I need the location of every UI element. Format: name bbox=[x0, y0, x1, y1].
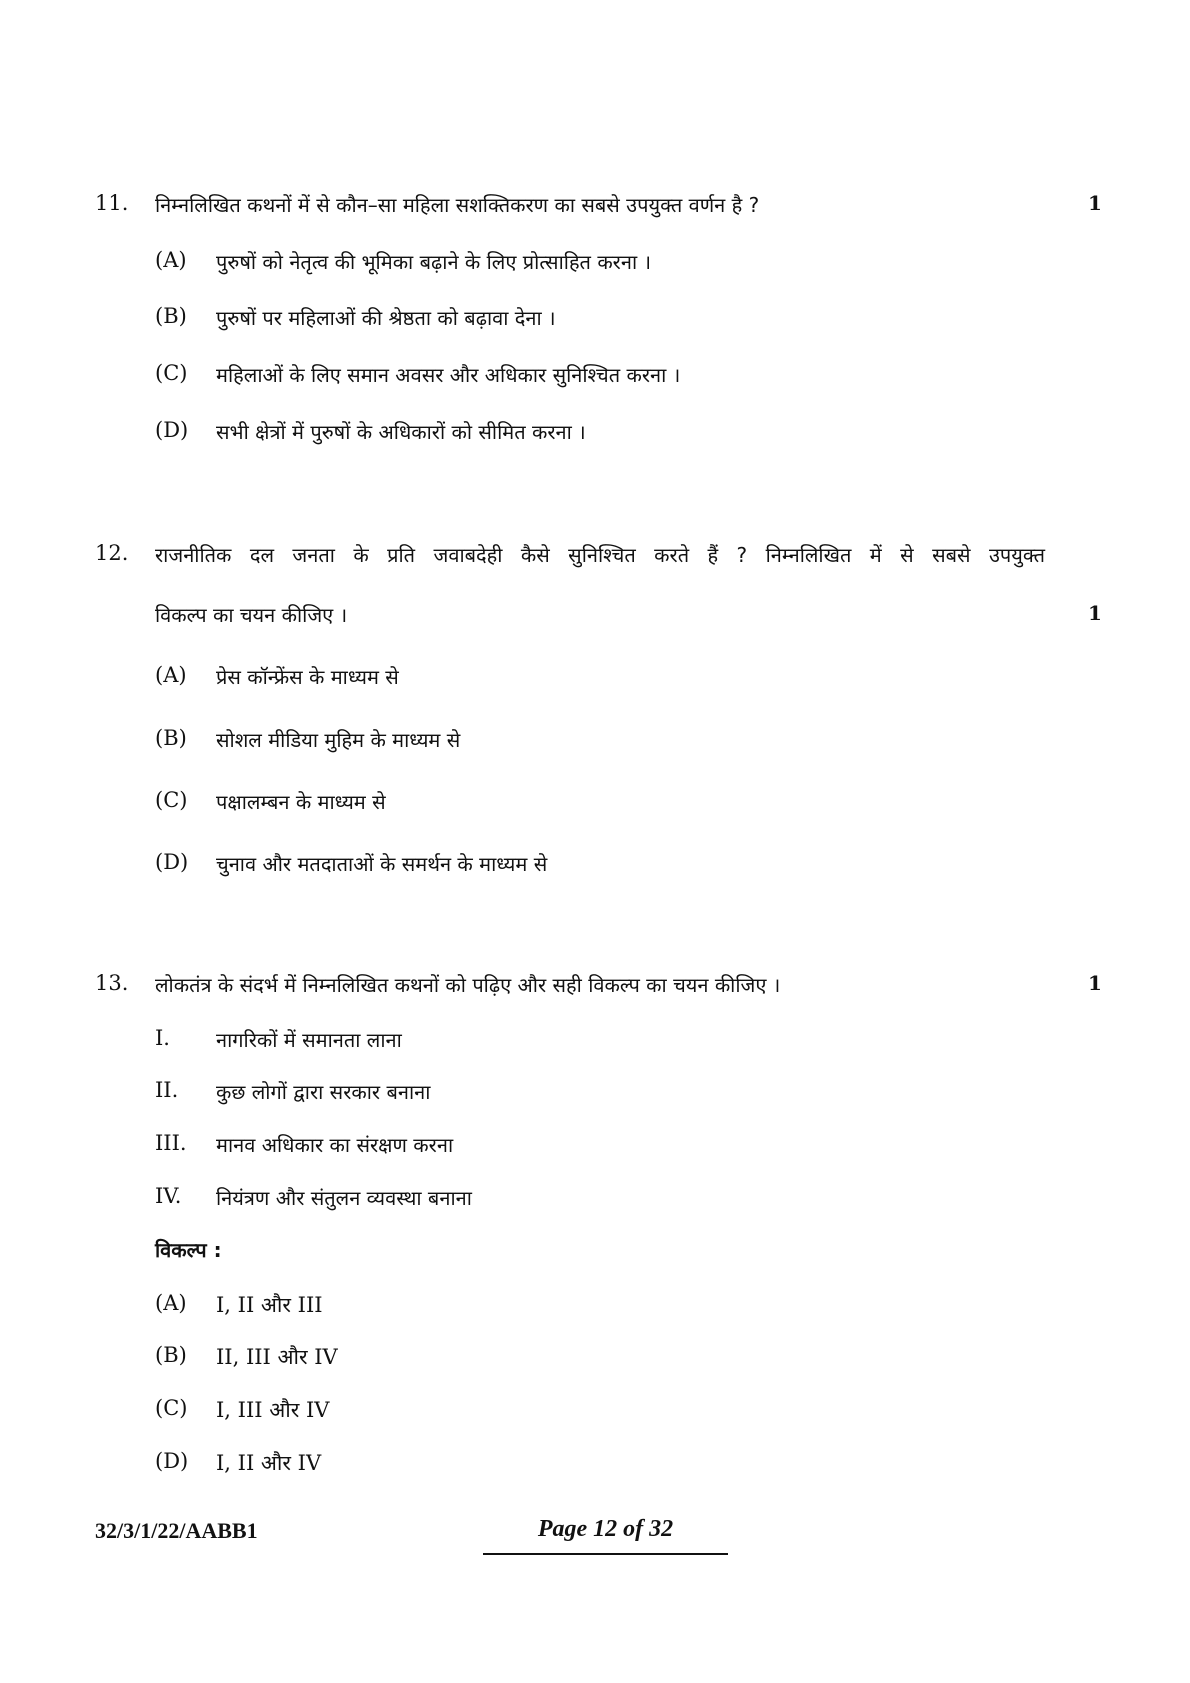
paper-code: 32/3/1/22/AABB1 bbox=[95, 1518, 258, 1543]
option-text: चुनाव और मतदाताओं के समर्थन के माध्यम से bbox=[216, 852, 548, 876]
option-label: (D) bbox=[155, 850, 189, 874]
option-label: (C) bbox=[155, 361, 188, 385]
question-number: 12. bbox=[95, 541, 129, 565]
option-text: महिलाओं के लिए समान अवसर और अधिकार सुनिश्चित करना । bbox=[216, 363, 681, 387]
question-text-line2: विकल्प का चयन कीजिए । bbox=[155, 603, 348, 627]
option-text: I, II और IV bbox=[216, 1451, 322, 1475]
statement-label: III. bbox=[155, 1131, 187, 1155]
statement-label: II. bbox=[155, 1078, 179, 1102]
option-label: (D) bbox=[155, 418, 189, 442]
option-text: पक्षालम्बन के माध्यम से bbox=[216, 790, 386, 814]
question-text: लोकतंत्र के संदर्भ में निम्नलिखित कथनों को पढ़िए और सही विकल्प का चयन कीजिए । bbox=[155, 973, 781, 997]
statement-text: नियंत्रण और संतुलन व्यवस्था बनाना bbox=[216, 1186, 472, 1210]
page-number: Page 12 of 32 bbox=[537, 1516, 674, 1542]
option-text: I, II और III bbox=[216, 1293, 323, 1317]
page-number-underline bbox=[483, 1553, 728, 1555]
statement-label: I. bbox=[155, 1026, 170, 1050]
question-marks: 1 bbox=[1088, 191, 1102, 215]
statement-text: कुछ लोगों द्वारा सरकार बनाना bbox=[216, 1080, 431, 1104]
options-heading: विकल्प : bbox=[155, 1238, 222, 1262]
option-label: (D) bbox=[155, 1449, 189, 1473]
question-text: निम्नलिखित कथनों में से कौन–सा महिला सशक्तिकरण का सबसे उपयुक्त वर्णन है ? bbox=[155, 193, 760, 217]
option-label: (A) bbox=[155, 248, 187, 272]
option-label: (B) bbox=[155, 304, 187, 328]
option-label: (B) bbox=[155, 726, 187, 750]
option-label: (A) bbox=[155, 663, 187, 687]
option-label: (C) bbox=[155, 1396, 188, 1420]
question-marks: 1 bbox=[1088, 601, 1102, 625]
option-text: प्रेस कॉन्फ्रेंस के माध्यम से bbox=[216, 665, 399, 689]
statement-text: मानव अधिकार का संरक्षण करना bbox=[216, 1133, 454, 1157]
option-text: II, III और IV bbox=[216, 1345, 338, 1369]
question-text-line1: राजनीतिक दल जनता के प्रति जवाबदेही कैसे सुनिश्चित करते हैं ? निम्नलिखित में से सबसे उपयुक्त bbox=[155, 543, 1045, 567]
option-text: सभी क्षेत्रों में पुरुषों के अधिकारों को सीमित करना । bbox=[216, 420, 586, 444]
question-marks: 1 bbox=[1088, 971, 1102, 995]
statement-label: IV. bbox=[155, 1184, 182, 1208]
question-number: 11. bbox=[95, 191, 129, 215]
option-text: सोशल मीडिया मुहिम के माध्यम से bbox=[216, 728, 461, 752]
option-label: (C) bbox=[155, 788, 188, 812]
question-number: 13. bbox=[95, 971, 129, 995]
option-text: पुरुषों को नेतृत्व की भूमिका बढ़ाने के लिए प्रोत्साहित करना । bbox=[216, 250, 652, 274]
statement-text: नागरिकों में समानता लाना bbox=[216, 1028, 402, 1052]
option-text: I, III और IV bbox=[216, 1398, 330, 1422]
option-label: (B) bbox=[155, 1343, 187, 1367]
option-text: पुरुषों पर महिलाओं की श्रेष्ठता को बढ़ावा देना । bbox=[216, 306, 556, 330]
option-label: (A) bbox=[155, 1291, 187, 1315]
